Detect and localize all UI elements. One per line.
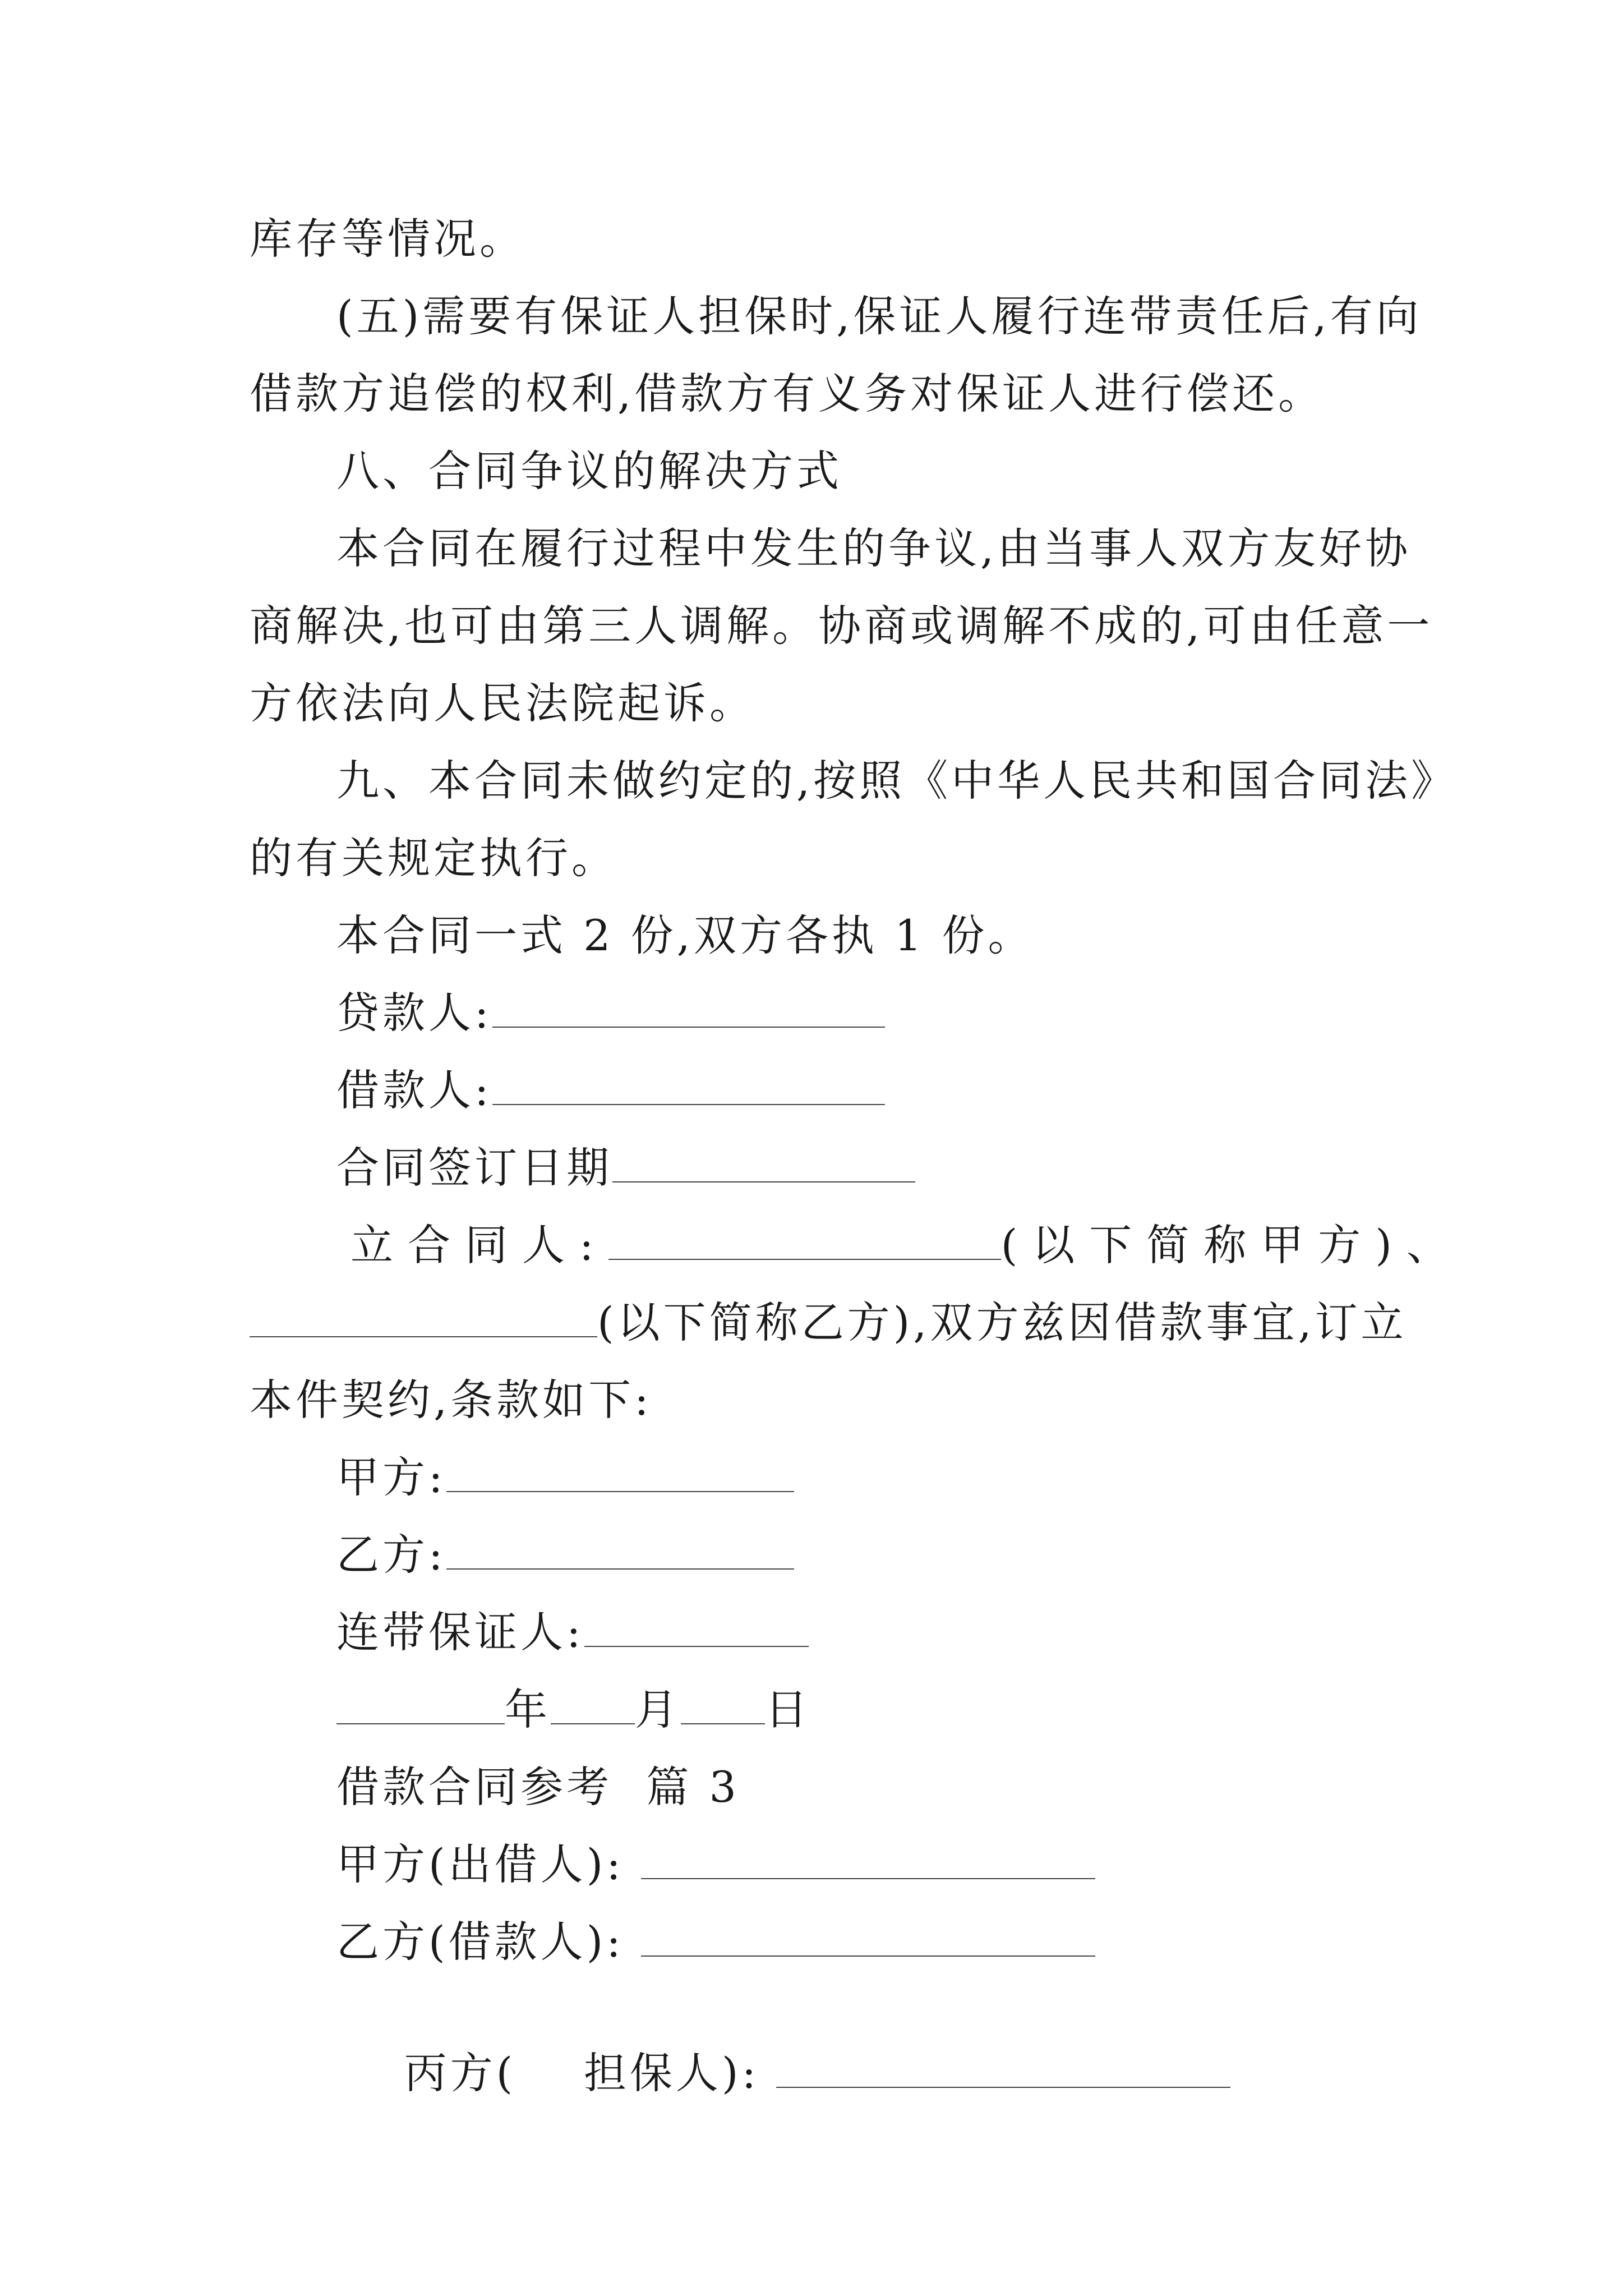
blank-line — [612, 1147, 915, 1182]
field-label: 甲方(出借人): — [336, 1839, 624, 1889]
field-label: 借款人: — [336, 1065, 492, 1115]
text-line: 库存等情况。 — [250, 214, 525, 264]
field-suffix: (以下简称甲方)、 — [1000, 1220, 1464, 1270]
text-line: 本合同一式 2 份,双方各执 1 份。 — [336, 910, 1034, 960]
field-label: 贷款人: — [336, 988, 492, 1038]
field-label: 合同签订日期 — [336, 1143, 612, 1193]
field-label: 丙方( 担保人): — [404, 2048, 760, 2098]
signature-row — [336, 1838, 1095, 1892]
blank-line — [250, 1301, 597, 1337]
field-label: 连带保证人: — [336, 1607, 584, 1657]
field-label: 立合同人: — [351, 1220, 608, 1270]
date-day-label: 日 — [765, 1685, 811, 1734]
text-line: 方依法向人民法院起诉。 — [250, 678, 755, 728]
date-year-label: 年 — [505, 1685, 551, 1734]
signature-row — [336, 1915, 1095, 1969]
signature-row — [336, 1993, 1230, 2154]
text-line: 九、本合同未做约定的,按照《中华人民共和国合同法》 — [336, 756, 1458, 806]
signature-row — [336, 1605, 809, 1659]
signature-row — [336, 1064, 885, 1117]
text-line: (五)需要有保证人担保时,保证人履行连带责任后,有向 — [336, 291, 1422, 341]
blank-line — [336, 1688, 505, 1724]
field-label: 乙方(借款人): — [336, 1917, 624, 1967]
field-label: 甲方: — [336, 1452, 446, 1502]
signature-row — [336, 1528, 794, 1582]
blank-line — [776, 2052, 1230, 2088]
blank-line — [608, 1224, 1001, 1260]
field-label: 乙方: — [336, 1530, 446, 1580]
text-line: 商解决,也可由第三人调解。协商或调解不成的,可由任意一 — [250, 601, 1433, 651]
text-line: 本合同在履行过程中发生的争议,由当事人双方友好协 — [336, 523, 1412, 573]
blank-line — [446, 1456, 794, 1492]
blank-line — [446, 1534, 794, 1570]
text-line: 的有关规定执行。 — [250, 833, 617, 883]
date-month-label: 月 — [635, 1685, 681, 1734]
text-line: 本件契约,条款如下: — [250, 1375, 652, 1425]
text-line — [250, 1296, 1407, 1350]
blank-line — [492, 992, 885, 1028]
section-heading: 借款合同参考 篇 3 — [336, 1762, 740, 1812]
signature-row — [336, 1141, 915, 1195]
blank-line — [492, 1069, 885, 1105]
text-line — [351, 1218, 1464, 1272]
signature-row — [336, 986, 885, 1040]
blank-line — [584, 1611, 809, 1647]
date-row — [336, 1683, 811, 1737]
blank-line — [641, 1843, 1095, 1879]
section-heading: 八、合同争议的解决方式 — [336, 446, 842, 496]
blank-line — [551, 1688, 635, 1724]
blank-line — [681, 1688, 765, 1724]
text-line: 借款方追偿的权利,借款方有义务对保证人进行偿还。 — [250, 369, 1325, 418]
signature-row — [336, 1451, 794, 1504]
blank-line — [641, 1921, 1095, 1957]
field-suffix: (以下简称乙方),双方兹因借款事宜,订立 — [597, 1297, 1407, 1347]
